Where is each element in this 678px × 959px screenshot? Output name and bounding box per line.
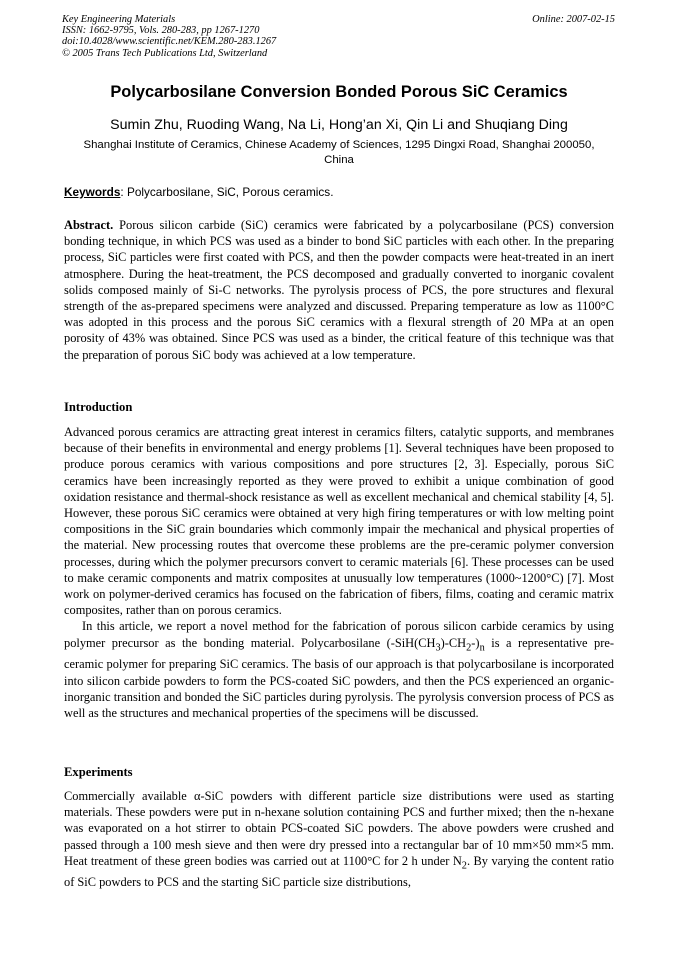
experiments-paragraph	[64, 788, 614, 891]
issn-line: ISSN: 1662-9795, Vols. 280-283, pp 1267-1270	[62, 25, 260, 37]
copyright-line: © 2005 Trans Tech Publications Ltd, Switzerland	[62, 47, 268, 59]
intro-p2-part-b: )-CH	[440, 635, 467, 650]
affiliation: Shanghai Institute of Ceramics, Chinese Academy of Sciences, 1295 Dingxi Road, Shanghai 200050, China	[83, 139, 595, 166]
intro-p2-part-a: In this article, we report a novel method for the fabrication of porous silicon carbide ceramics by using polymer precursor as the bonding material. Polycarbosilane (-SiH(CH	[64, 619, 614, 650]
keywords-label: Keywords	[64, 185, 121, 199]
abstract-text: Porous silicon carbide (SiC) ceramics were fabricated by a polycarbosilane (PCS) conversion bonding technique, in which PCS was used as a binder to bond SiC particles with each other. In the preparing process, SiC particles were first coated with PCS, and then the powder compacts were heat-treated in an inert atmosphere. During the heat-treatment, the PCS decomposed and gradually converted to inorganic covalent solids composed mainly of Si-C networks. The pyrolysis process of PCS, the pore structures and flexural strength of the as-prepared specimens were analyzed and discussed. Preparing temperature as low as 1100°C was adopted in this process and the porous SiC ceramics with a flexural strength of 20 MPa at an open porosity of 43% was obtained. Since PCS was used as a binder, the critical feature of this technique was that the preparation of porous SiC body was achieved at a low temperature.	[64, 218, 614, 362]
abstract-section	[64, 217, 614, 363]
online-date: Online: 2007-02-15	[532, 14, 615, 25]
doi-line: doi:10.4028/www.scientific.net/KEM.280-283.1267	[62, 36, 277, 48]
intro-p2-part-d: is a representative pre-ceramic polymer for preparing SiC ceramics. The basis of our approach is that polycarbosilane is incorporated into silicon carbide powders to form the PCS-coated SiC powders, and then the PCS experienced an organic-inorganic transition and bonded the SiC particles during pyrolysis. The pyrolysis conversion process of PCS as well as the structures and mechanical properties of the specimens will be discussed.	[64, 635, 614, 720]
paper-title: Polycarbosilane Conversion Bonded Porous SiC Ceramics	[110, 83, 568, 101]
abstract-label: Abstract.	[64, 218, 114, 232]
experiments-heading: Experiments	[64, 765, 133, 779]
experiments-section	[64, 788, 614, 891]
intro-p2-part-c: -)	[471, 635, 480, 650]
subscript-n2: 2	[461, 860, 467, 872]
author-list: Sumin Zhu, Ruoding Wang, Na Li, Hong’an Xi, Qin Li and Shuqiang Ding	[110, 117, 568, 133]
subscript-3: 3	[435, 642, 441, 654]
intro-paragraph-1: Advanced porous ceramics are attracting great interest in ceramics filters, catalytic supports, and membranes because of their benefits in environmental and energy problems [1]. Several techniques have been proposed to produce porous ceramics with various compositions and pore structures [2, 3]. Especially, porous SiC ceramics have been increasingly reported as they were proved to exhibit a unique combination of good oxidation resistance and thermal-shock resistance as well as excellent mechanical and chemical stability [4, 5]. However, these porous SiC ceramics were obtained at very high firing temperatures or with low melting point compositions in the SiC grain boundaries which commonly impair the mechanical and physical properties of the material. New processing routes that overcome these problems are the pre-ceramic polymer conversion processes, during which the polymer precursors convert to ceramic materials [6]. These processes can be used to make ceramic components and matrix composites at unusually low temperatures (1000~1200°C) [7]. Most work on polymer-derived ceramics has focused on the fabrication of fibers, films, coating and ceramic matrix composites, rather than on porous ceramics.	[64, 425, 614, 618]
intro-paragraph-2	[64, 618, 614, 721]
exp-part-a: Commercially available α-SiC powders with different particle size distributions were used as starting materials. These powders were put in n-hexane solution containing PCS and further mixed; then the n-hexane was evaporated on a hot stirrer to obtain PCS-coated SiC powders. The above powders were crushed and passed through a 100 mesh sieve and then were dry pressed into a rectangular bar of 10 mm×50 mm×5 mm. Heat treatment of these green bodies was carried out at 1100°C for 2 h under N	[64, 789, 614, 868]
journal-header	[62, 14, 482, 59]
subscript-n: n	[479, 642, 485, 654]
abstract-paragraph	[64, 217, 614, 363]
keywords-colon: :	[120, 185, 124, 199]
keywords-line	[64, 185, 333, 200]
exp-part-b: . By varying the content ratio of SiC powders to PCS and the starting SiC particle size distributions,	[64, 853, 614, 890]
introduction-section	[64, 424, 614, 721]
introduction-heading: Introduction	[64, 400, 133, 414]
subscript-2: 2	[466, 642, 472, 654]
journal-name: Key Engineering Materials	[62, 14, 176, 25]
keywords-text: Polycarbosilane, SiC, Porous ceramics.	[123, 185, 334, 199]
